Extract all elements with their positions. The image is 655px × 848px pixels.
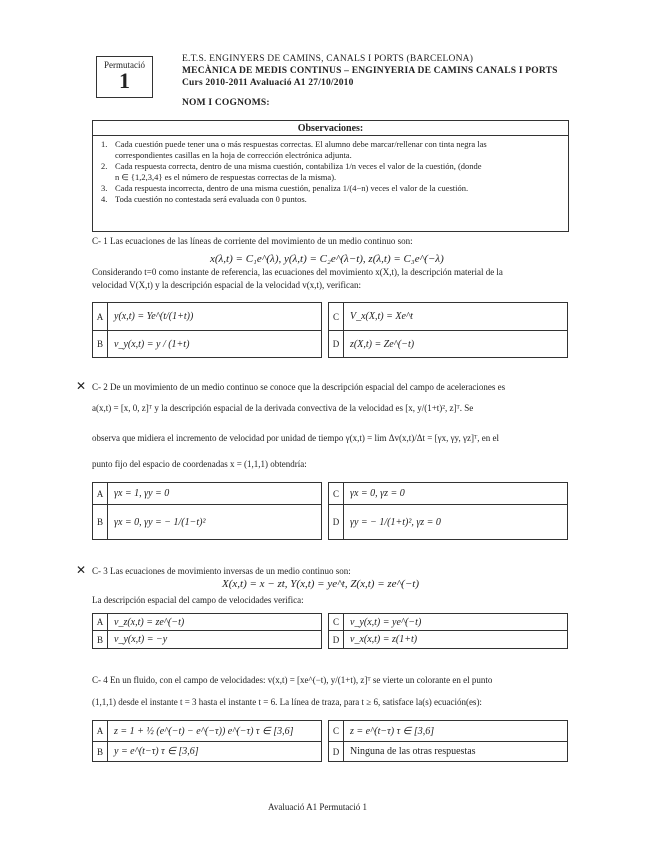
- permutacio-label: Permutació: [104, 60, 145, 70]
- observaciones-box: [92, 120, 569, 232]
- option-b[interactable]: B v_y(x,t) = y / (1+t): [93, 331, 321, 357]
- question-3-options-right: [328, 613, 568, 649]
- question-4-options-left: [92, 720, 322, 762]
- option-d[interactable]: D γy = − 1/(1+t)², γz = 0: [329, 505, 567, 539]
- option-d[interactable]: D z(X,t) = Ze^(−t): [329, 331, 567, 357]
- option-b[interactable]: B y = e^(t−τ) τ ∈ [3,6]: [93, 742, 321, 761]
- obs-item: n ∈ {1,2,3,4} es el número de respuestas correctas de la misma).: [115, 172, 337, 182]
- option-a[interactable]: A y(x,t) = Ye^(t/(1+t)): [93, 303, 321, 331]
- question-4-text: (1,1,1) desde el instante t = 3 hasta el instante t = 6. La línea de traza, para t ≥ 6, satisface la(s) ecuación(es):: [92, 697, 482, 707]
- option-d[interactable]: D v_x(x,t) = z(1+t): [329, 631, 567, 648]
- question-2-text: punto fijo del espacio de coordenadas x = (1,1,1) obtendría:: [92, 459, 307, 469]
- question-1-options-right: [328, 302, 568, 358]
- option-c[interactable]: C V_x(X,t) = Xe^t: [329, 303, 567, 331]
- header-course: Curs 2010-2011 Avaluació A1 27/10/2010: [182, 78, 354, 88]
- question-3-formula: X(x,t) = x − zt, Y(x,t) = ye^t, Z(x,t) = ze^(−t): [222, 578, 419, 590]
- question-1-text: velocidad V(X,t) y la descripción espacial de la velocidad v(x,t), verifican:: [92, 280, 361, 290]
- option-c[interactable]: C v_y(x,t) = ye^(−t): [329, 614, 567, 631]
- question-2-text: a(x,t) = [x, 0, z]ᵀ y la descripción espacial de la derivada convectiva de la velocidad es [x, y/(1+t)², z]ᵀ. Se: [92, 403, 474, 413]
- question-1-formula: x(λ,t) = C₁e^(λ), y(λ,t) = C₂e^(λ−t), z(λ,t) = C₃e^(−λ): [210, 253, 444, 265]
- question-4-options-right: [328, 720, 568, 762]
- question-1-options-left: [92, 302, 322, 358]
- question-1-text: C- 1 Las ecuaciones de las líneas de corriente del movimiento de un medio continuo son:: [92, 236, 413, 246]
- question-3-options-left: [92, 613, 322, 649]
- question-3-text: La descripción espacial del campo de velocidades verifica:: [92, 595, 304, 605]
- obs-item: 1. Cada cuestión puede tener una o más respuestas correctas. El alumno debe marcar/rellenar con tinta negra las: [101, 139, 487, 149]
- question-2-options-right: [328, 482, 568, 540]
- option-a[interactable]: A γx = 1, γy = 0: [93, 483, 321, 505]
- option-a[interactable]: A v_z(x,t) = ze^(−t): [93, 614, 321, 631]
- question-2-options-left: [92, 482, 322, 540]
- page-footer: Avaluació A1 Permutació 1: [268, 802, 368, 812]
- permutacio-box: [96, 56, 153, 98]
- obs-item: correspondientes casillas en la hoja de corrección electrónica adjunta.: [115, 150, 352, 160]
- option-d[interactable]: D Ninguna de las otras respuestas: [329, 742, 567, 761]
- question-2-text: C- 2 De un movimiento de un medio continuo se conoce que la descripción espacial del campo de aceleraciones es: [92, 382, 506, 392]
- question-4-text: C- 4 En un fluido, con el campo de velocidades: v(x,t) = [xe^(−t), y/(1+t), z]ᵀ se vierte un colorante en el punto: [92, 675, 493, 685]
- header-name-field: NOM I COGNOMS:: [182, 98, 270, 108]
- option-b[interactable]: B v_y(x,t) = −y: [93, 631, 321, 648]
- observaciones-title: Observaciones:: [93, 121, 568, 136]
- answer-mark-icon: ✕: [76, 563, 87, 577]
- obs-item: 2. Cada respuesta correcta, dentro de una misma cuestión, contabiliza 1/n veces el valor de la cuestión, (donde: [101, 161, 482, 171]
- observaciones-list: [93, 136, 568, 205]
- permutacio-number: 1: [119, 68, 130, 93]
- question-1-text: Considerando t=0 como instante de referencia, las ecuaciones del movimiento x(X,t), la descripción material de la: [92, 267, 503, 277]
- obs-item: 3. Cada respuesta incorrecta, dentro de una misma cuestión, penaliza 1/(4−n) veces el valor de la cuestión.: [101, 183, 469, 193]
- header-subject: MECÀNICA DE MEDIS CONTINUS – ENGINYERIA DE CAMINS CANALS I PORTS: [182, 66, 558, 76]
- question-3-text: C- 3 Las ecuaciones de movimiento inversas de un medio continuo son:: [92, 566, 351, 576]
- obs-item: 4. Toda cuestión no contestada será evaluada con 0 puntos.: [101, 194, 307, 204]
- option-b[interactable]: B γx = 0, γy = − 1/(1−t)²: [93, 505, 321, 539]
- question-2-text: observa que midiera el incremento de velocidad por unidad de tiempo γ(x,t) = lim Δv(x,t)/Δt = [γx, γy, γz]ᵀ, en el: [92, 433, 499, 443]
- answer-mark-icon: ✕: [76, 379, 87, 393]
- option-c[interactable]: C z = e^(t−τ) τ ∈ [3,6]: [329, 721, 567, 742]
- option-a[interactable]: A z = 1 + ½ (e^(−t) − e^(−τ)) e^(−τ) τ ∈ [3,6]: [93, 721, 321, 742]
- header-school: E.T.S. ENGINYERS DE CAMINS, CANALS I PORTS (BARCELONA): [182, 54, 474, 64]
- option-c[interactable]: C γx = 0, γz = 0: [329, 483, 567, 505]
